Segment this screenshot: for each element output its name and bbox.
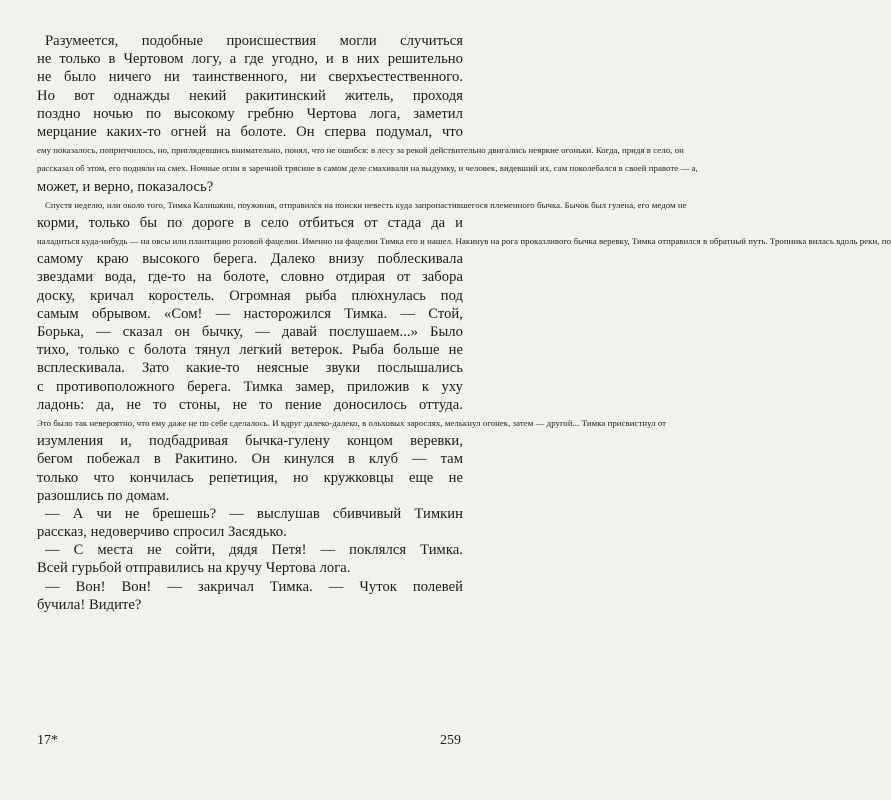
text-line: всплескивала. Зато какие-то неясные звуки послышались — [37, 360, 463, 377]
text-line: — С места не сойти, дядя Петя! — поклялся Тимка. — [45, 542, 463, 559]
text-line: — Вон! Вон! — закричал Тимка. — Чуток полевей — [45, 578, 463, 595]
text-line: только что кончилась репетиция, но кружковцы еще не — [37, 469, 463, 486]
signature-mark: 17* — [37, 733, 58, 748]
text-line: рассказ, недоверчиво спросил Засядько. — [37, 524, 287, 541]
text-line: ему показалось, попритчилось, но, приглядевшись внимательно, понял, что не ошибся: в лесу за рекой действительно двигались неяркие огоньки. Когда, придя в село, он — [37, 145, 684, 156]
text-line: тихо, только с болота тянул легкий ветерок. Рыба больше не — [37, 342, 463, 359]
text-line: не было ничего ни таинственного, ни сверхъестественного. — [37, 69, 463, 86]
text-line: самым обрывом. «Сом! — насторожился Тимка. — Стой, — [37, 305, 463, 322]
page-number: 259 — [440, 733, 461, 748]
text-line: не только в Чертовом логу, а где угодно, и в них решительно — [37, 51, 463, 68]
text-line: доску, кричал коростель. Огромная рыба плюхнулась под — [37, 287, 463, 304]
text-line: рассказал об этом, его подняли на смех. Ночные огни в заречной трясине в самом деле смахивали на выдумку, и человек, видевший их, сам поколебался в своей правоте — а, — [37, 163, 698, 174]
text-line: разошлись по домам. — [37, 487, 170, 504]
text-line: изумления и, подбадривая бычка-гулену концом веревки, — [37, 433, 463, 450]
text-line: ладонь: да, не то стоны, не то пение доносилось оттуда. — [37, 396, 463, 413]
text-line: поздно ночью по высокому гребню Чертова лога, заметил — [37, 105, 463, 122]
page-footer — [37, 733, 463, 753]
text-line: наладиться куда-нибудь — на овсы или плантацию розовой фацелии. Именно на фацелии Тимка его и нашел. Накинув на рога проказливого бычка веревку, Тимка отправился в обратный путь. Тропинка вилась вдоль реки, по — [37, 236, 891, 247]
text-line: — А чи не брешешь? — выслушав сбивчивый Тимкин — [45, 505, 463, 522]
text-line: самому краю высокого берега. Далеко внизу поблескивала — [37, 251, 463, 268]
text-line: Разумеется, подобные происшествия могли случиться — [45, 33, 463, 49]
text-line: звездами вода, где-то на болоте, словно отдирая от забора — [37, 269, 463, 286]
body-text — [37, 32, 891, 614]
text-line: может, и верно, показалось? — [37, 178, 214, 195]
text-line: Борька, — сказал он бычку, — давай послушаем...» Было — [37, 324, 463, 340]
text-line: Это было так невероятно, что ему даже не по себе сделалось. И вдруг далеко-далеко, в ольховых зарослях, мелькнул огонек, затем — другой... Тимка присвистнул от — [37, 417, 667, 428]
text-line: с противоположного берега. Тимка замер, приложив к уху — [37, 378, 463, 395]
text-line: бучила! Видите? — [37, 596, 142, 613]
text-line: корми, только бы по дороге в село отбиться от стада да и — [37, 214, 463, 231]
text-line: Спустя неделю, или около того, Тимка Калишкин, поужинав, отправился на поиски невесть куда запропастившегося племенного бычка. Бычок был гулена, его медом не — [45, 199, 687, 210]
text-line: мерцание каких-то огней на болоте. Он сперва подумал, что — [37, 123, 463, 140]
text-line: Всей гурьбой отправились на кручу Чертова лога. — [37, 560, 351, 577]
text-line: Но вот однажды некий ракитинский житель, проходя — [37, 87, 463, 104]
text-line: бегом побежал в Ракитино. Он кинулся в клуб — там — [37, 451, 463, 468]
